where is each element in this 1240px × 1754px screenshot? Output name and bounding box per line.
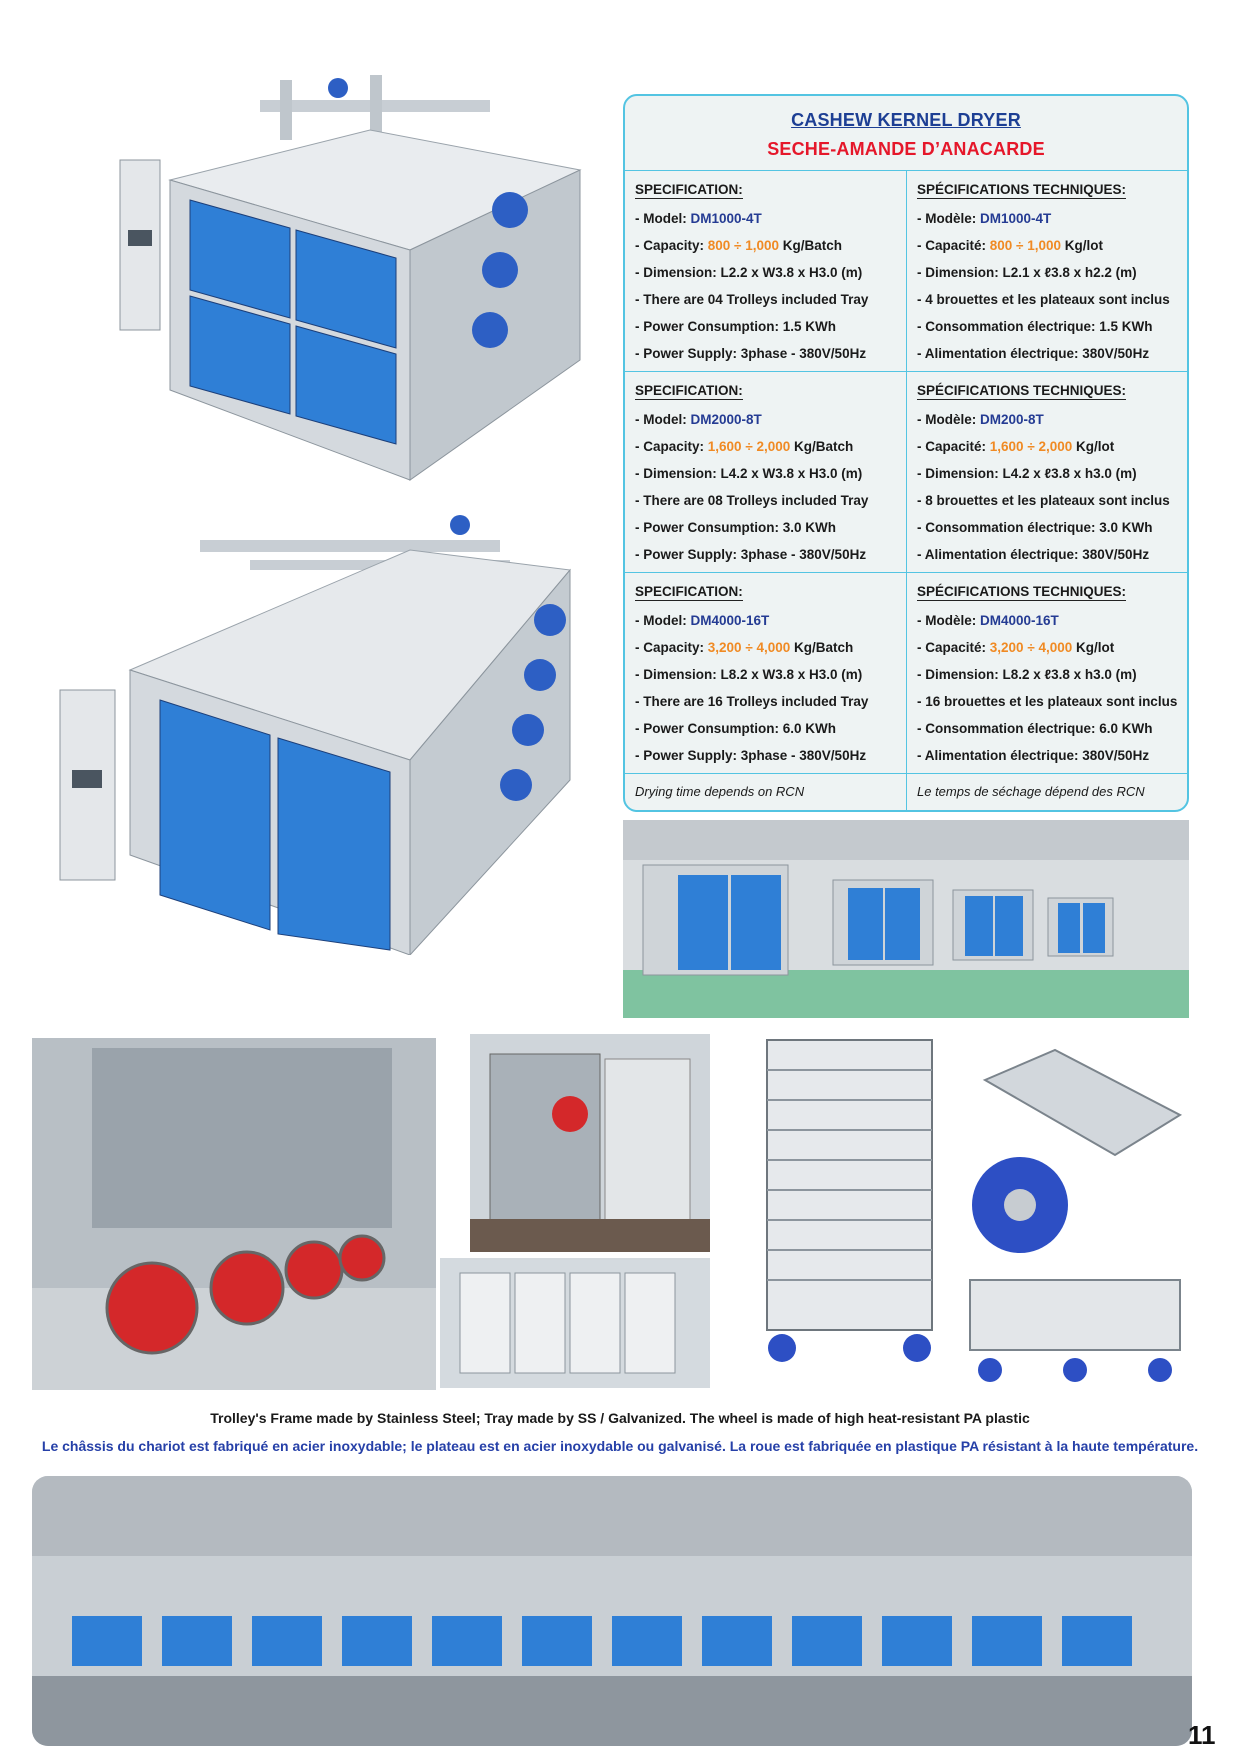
spec-supply: - Alimentation électrique: 380V/50Hz [917,748,1150,763]
spec-model: - Modèle: DM200-8T [917,412,1044,427]
spec-heading: SPÉCIFICATIONS TECHNIQUES: [917,383,1127,398]
spec-supply: - Alimentation électrique: 380V/50Hz [917,547,1150,562]
spec-model: - Modèle: DM4000-16T [917,613,1059,628]
factory-panorama-photo [32,1476,1192,1746]
spec-heading: SPÉCIFICATIONS TECHNIQUES: [917,584,1127,599]
spec-trolleys: - There are 08 Trolleys included Tray [635,493,869,508]
tray-cart-photo [960,1270,1190,1395]
spec-capacity: - Capacity: 3,200 ÷ 4,000 Kg/Batch [635,640,854,655]
spec-power: - Power Consumption: 1.5 KWh [635,319,836,334]
spec-col-fr [906,573,1187,773]
capacity-value: 800 ÷ 1,000 [989,238,1061,253]
spec-card-header [625,96,1187,170]
spec-dimension: - Dimension: L4.2 x ℓ3.8 x h3.0 (m) [917,466,1137,481]
spec-dimension: - Dimension: L8.2 x W3.8 x H3.0 (m) [635,667,863,682]
spec-power: - Consommation électrique: 1.5 KWh [917,319,1153,334]
capacity-value: 800 ÷ 1,000 [707,238,779,253]
spec-model: - Model: DM2000-8T [635,412,762,427]
capacity-value: 3,200 ÷ 4,000 [707,640,791,655]
spec-col-fr [906,171,1187,371]
spec-dimension: - Dimension: L2.2 x W3.8 x H3.0 (m) [635,265,863,280]
trolley-caption-fr: Le châssis du chariot est fabriqué en acier inoxydable; le plateau est en acier inoxydable ou galvanisé. La roue est fabriquée en plastique PA résistant à la haute température. [41,1438,1199,1454]
model-value: DM4000-16T [980,613,1059,628]
spec-block-dm4000 [625,572,1187,773]
spec-power: - Power Consumption: 3.0 KWh [635,520,836,535]
spec-col-en [625,171,906,371]
spec-block-dm2000 [625,371,1187,572]
spec-power: - Consommation électrique: 3.0 KWh [917,520,1153,535]
spec-supply: - Power Supply: 3phase - 380V/50Hz [635,346,867,361]
spec-capacity: - Capacité: 800 ÷ 1,000 Kg/lot [917,238,1103,253]
spec-model: - Model: DM4000-16T [635,613,770,628]
spec-capacity: - Capacity: 800 ÷ 1,000 Kg/Batch [635,238,843,253]
product-title-en: CASHEW KERNEL DRYER [791,110,1021,130]
spec-dimension: - Dimension: L8.2 x ℓ3.8 x h3.0 (m) [917,667,1137,682]
spec-card [623,94,1189,812]
spec-dimension: - Dimension: L2.1 x ℓ3.8 x h2.2 (m) [917,265,1137,280]
spec-power: - Power Consumption: 6.0 KWh [635,721,836,736]
spec-col-en [625,372,906,572]
model-value: DM1000-4T [690,211,762,226]
dryer-interior-fans-photo [32,1038,436,1390]
spec-trolleys: - 8 brouettes et les plateaux sont inclus [917,493,1170,508]
model-value: DM200-8T [980,412,1044,427]
spec-heading: SPÉCIFICATIONS TECHNIQUES: [917,182,1127,197]
spec-trolleys: - There are 16 Trolleys included Tray [635,694,869,709]
spec-model: - Model: DM1000-4T [635,211,762,226]
capacity-value: 1,600 ÷ 2,000 [707,439,791,454]
model-value: DM1000-4T [980,211,1052,226]
spec-col-fr [906,372,1187,572]
spec-heading: SPECIFICATION: [635,584,743,599]
open-dryer-trolleys-photo [470,1034,710,1252]
dryer-dm4000-photo [50,510,615,955]
single-trolley-photo [742,1030,957,1370]
page-number: 11 [1188,1720,1216,1750]
spec-supply: - Power Supply: 3phase - 380V/50Hz [635,748,867,763]
factory-dryers-photo [623,820,1189,1018]
spec-trolleys: - 16 brouettes et les plateaux sont inclus [917,694,1178,709]
trolley-stack-photo [440,1258,710,1388]
spec-heading: SPECIFICATION: [635,383,743,398]
spec-power: - Consommation électrique: 6.0 KWh [917,721,1153,736]
spec-footnote-row [625,773,1187,810]
dryer-dm1000-photo [110,60,610,500]
product-title-fr: SECHE-AMANDE D’ANACARDE [767,139,1045,159]
wheel-photo [965,1145,1075,1265]
footnote-en: Drying time depends on RCN [635,784,805,799]
capacity-value: 3,200 ÷ 4,000 [989,640,1073,655]
capacity-value: 1,600 ÷ 2,000 [989,439,1073,454]
spec-trolleys: - 4 brouettes et les plateaux sont inclus [917,292,1170,307]
model-value: DM4000-16T [690,613,770,628]
spec-capacity: - Capacity: 1,600 ÷ 2,000 Kg/Batch [635,439,854,454]
spec-col-en [625,573,906,773]
footnote-fr: Le temps de séchage dépend des RCN [906,774,1187,810]
spec-block-dm1000 [625,170,1187,371]
spec-capacity: - Capacité: 3,200 ÷ 4,000 Kg/lot [917,640,1115,655]
spec-supply: - Power Supply: 3phase - 380V/50Hz [635,547,867,562]
model-value: DM2000-8T [690,412,762,427]
spec-heading: SPECIFICATION: [635,182,743,197]
spec-model: - Modèle: DM1000-4T [917,211,1052,226]
spec-capacity: - Capacité: 1,600 ÷ 2,000 Kg/lot [917,439,1115,454]
spec-supply: - Alimentation électrique: 380V/50Hz [917,346,1150,361]
trolley-caption-en: Trolley's Frame made by Stainless Steel; Tray made by SS / Galvanized. The wheel is made of high heat-resistant PA plastic [210,1410,1030,1426]
spec-dimension: - Dimension: L4.2 x W3.8 x H3.0 (m) [635,466,863,481]
spec-trolleys: - There are 04 Trolleys included Tray [635,292,869,307]
